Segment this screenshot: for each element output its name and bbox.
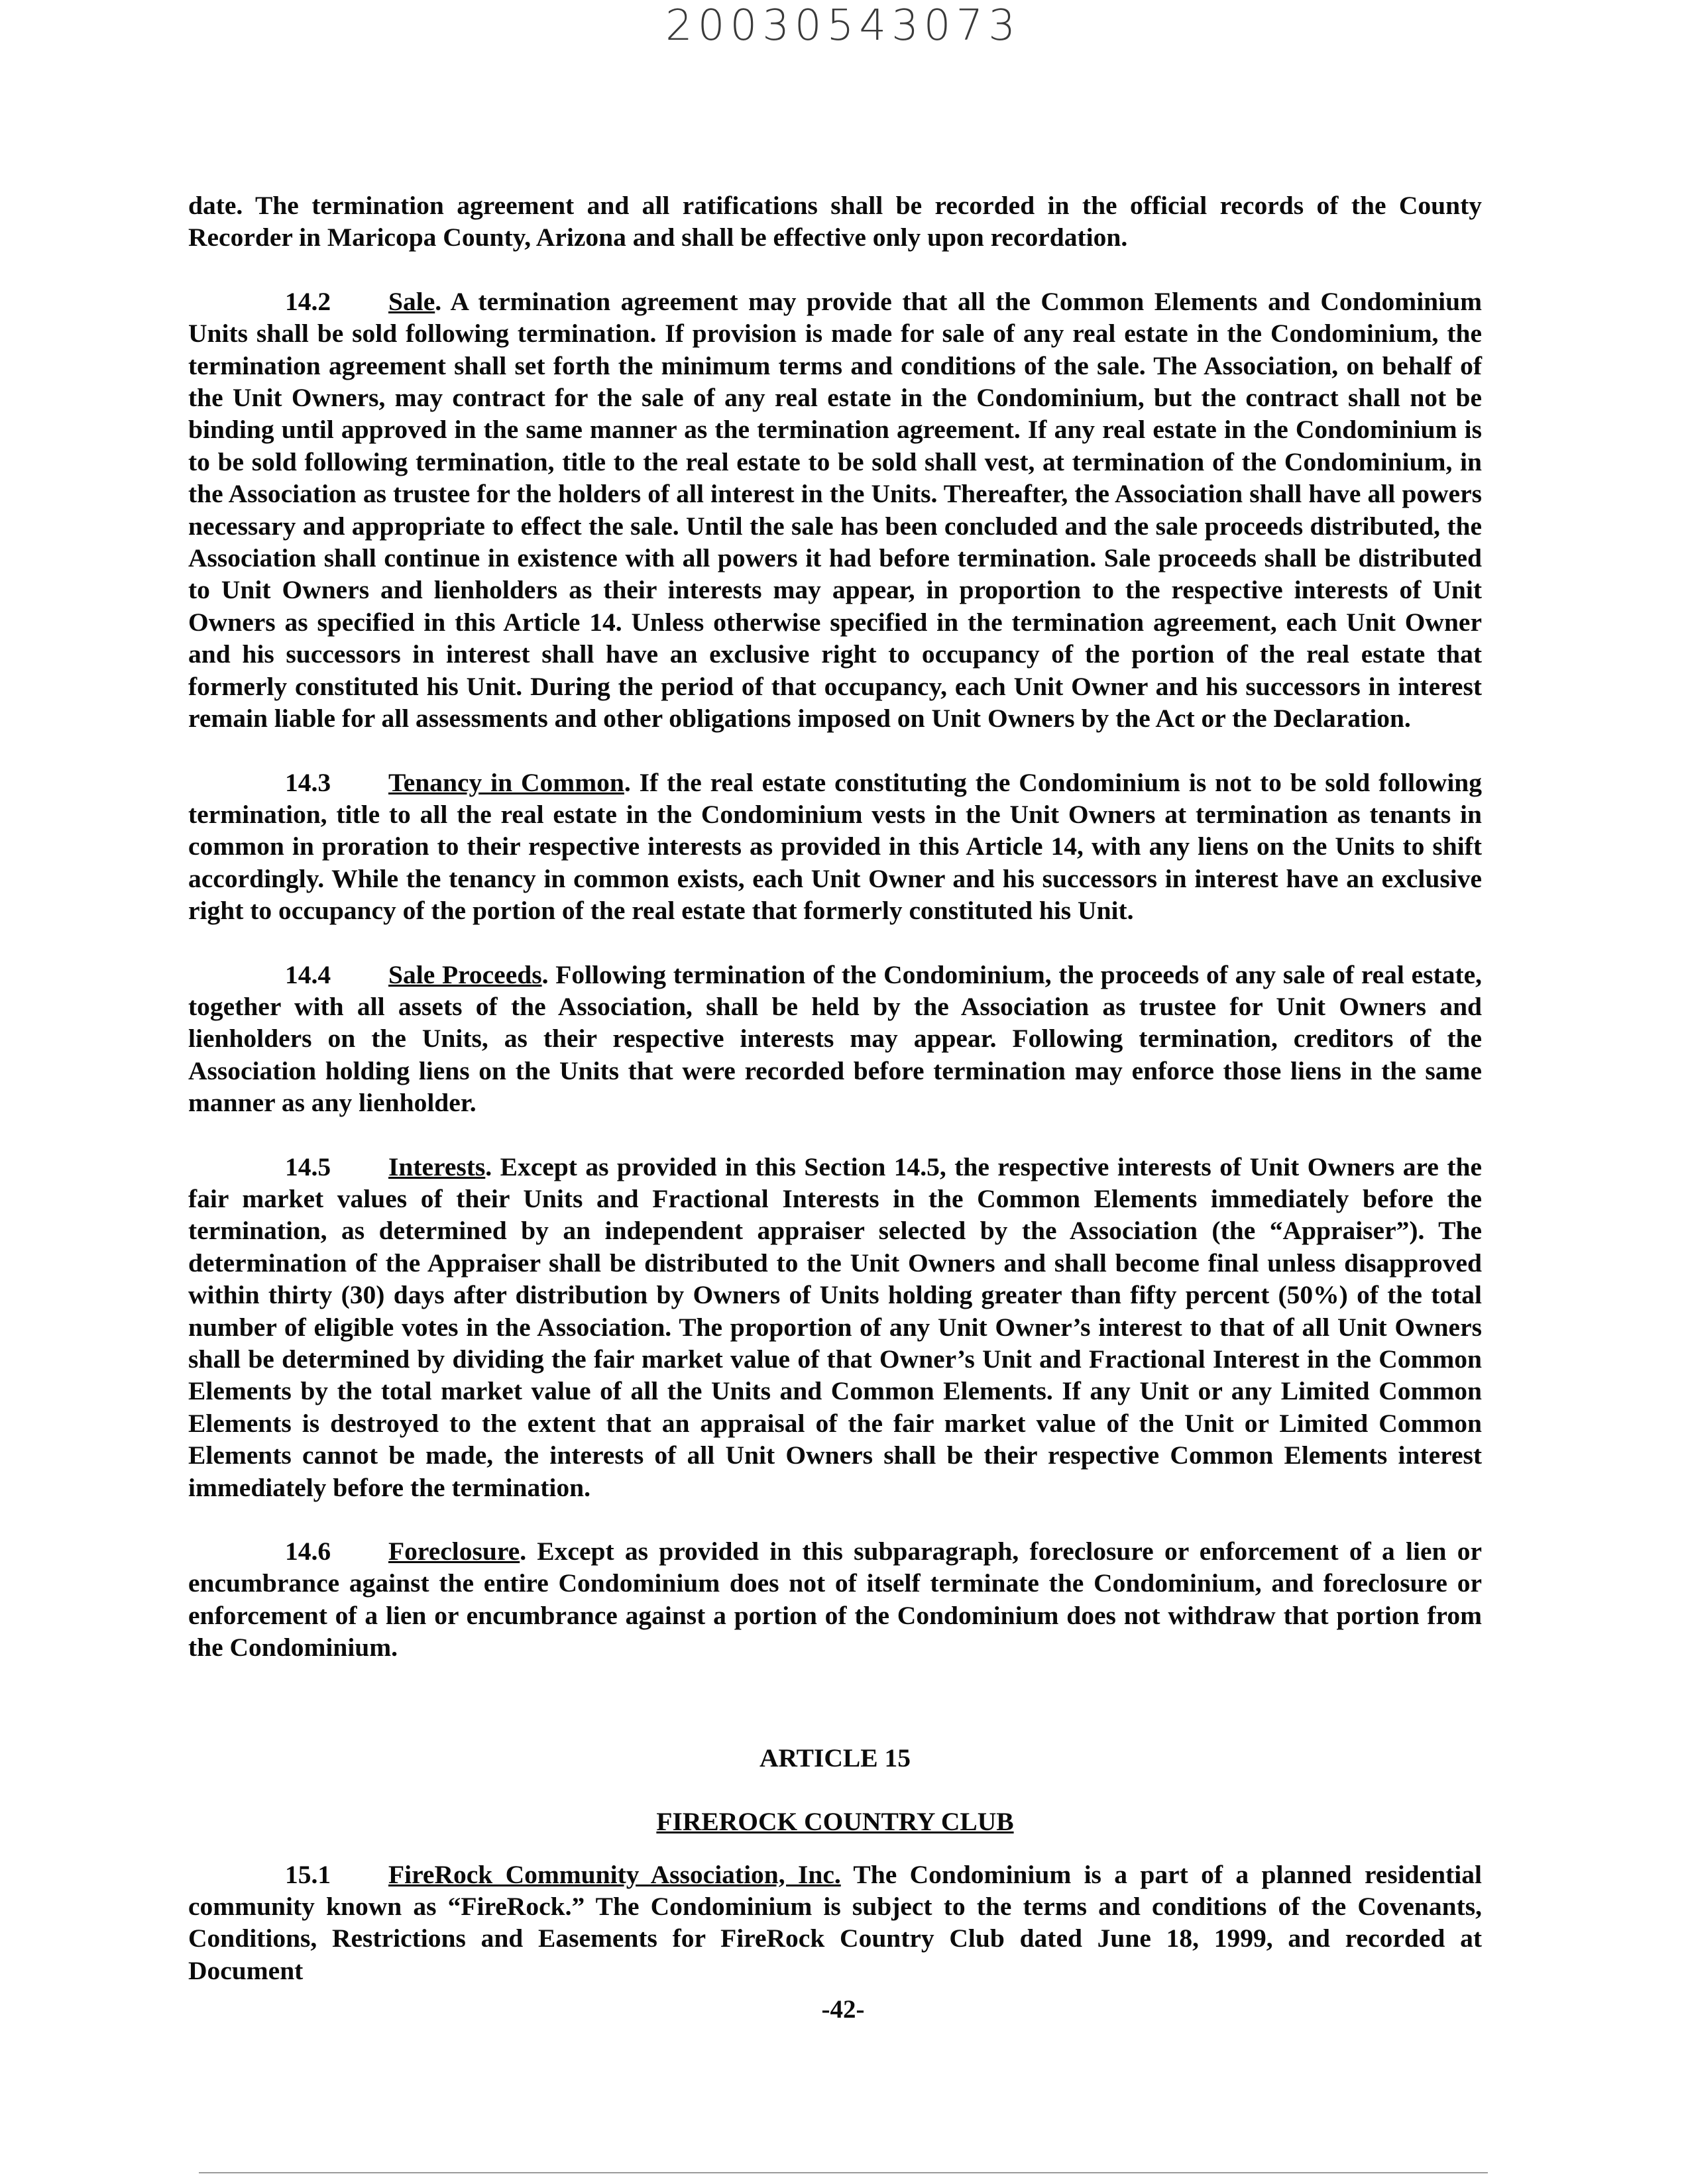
article-label: ARTICLE 15: [759, 1743, 911, 1773]
section-number: 14.2: [285, 286, 331, 316]
section-title: Sale Proceeds: [388, 959, 542, 989]
article-title: [188, 1806, 1482, 1837]
document-body: [188, 190, 1482, 1987]
section-number: 14.3: [285, 767, 331, 797]
section-title: Tenancy in Common: [388, 767, 624, 797]
article-title-text: FIREROCK COUNTRY CLUB: [656, 1806, 1014, 1836]
section-15-1: [188, 1859, 1482, 1987]
section-number: 14.6: [285, 1537, 331, 1566]
section-number: 14.4: [285, 959, 331, 989]
section-body: The Condominium is a part of a planned residential community known as “FireRock.” The Condominium is subject to the terms and conditions of the Covenants, Conditions, Restrictions and Easements for FireRock Country Club dated June 18, 1999, and recorded at Document: [188, 1859, 1482, 1985]
section-body: . Except as provided in this subparagraph, foreclosure or enforcement of a lien or encumbrance against the entire Condominium does not of itself terminate the Condominium, and foreclosure or enforcement of a lien or encumbrance against a portion of the Condominium does not withdraw that portion from the Condominium.: [188, 1537, 1482, 1663]
section-title: Sale: [388, 286, 435, 316]
section-title: Foreclosure: [388, 1537, 520, 1566]
section-body: . Except as provided in this Section 14.5, the respective interests of Unit Owners are the fair market values of their Units and Fractional Interests in the Common Elements immediately before the termination, as determined by an independent appraiser selected by the Association (the “Appraiser”). The determination of the Appraiser shall be distributed to the Unit Owners and shall become final unless disapproved within thirty (30) days after distribution by Owners of Units holding greater than fifty percent (50%) of the total number of eligible votes in the Association. The proportion of any Unit Owner’s interest to that of all Unit Owners shall be determined by dividing the fair market value of that Owner’s Unit and Fractional Interest in the Common Elements by the total market value of all the Units and Common Elements. If any Unit or any Limited Common Elements is destroyed to the extent that an appraisal of the fair market value of the Unit or Limited Common Elements cannot be made, the interests of all Unit Owners shall be their respective Common Elements interest immediately before the termination.: [188, 1152, 1482, 1502]
section-number: 15.1: [285, 1859, 331, 1889]
section-title: FireRock Community Association, Inc.: [388, 1859, 841, 1889]
section-body: . Following termination of the Condominium, the proceeds of any sale of real estate, together with all assets of the Association, shall be held by the Association as trustee for Unit Owners and lienholders on the Units, as their respective interests may appear. Following termination, creditors of the Association holding liens on the Units that were recorded before termination may enforce those liens in the same manner as any lienholder.: [188, 959, 1483, 1118]
section-title: Interests: [388, 1152, 486, 1181]
document-number: 20030543073: [665, 1, 1021, 50]
section-body: . If the real estate constituting the Condominium is not to be sold following termination, title to all the real estate in the Condominium vests in the Unit Owners at termination as tenants in common in proration to their respective interests as provided in this Article 14, with any liens on the Units to shift accordingly. While the tenancy in common exists, each Unit Owner and his successors in interest have an exclusive right to occupancy of the portion of the real estate that formerly constituted his Unit.: [188, 767, 1483, 926]
section-14-4: [188, 959, 1482, 1119]
page-number: -42-: [821, 1995, 865, 2024]
section-body: . A termination agreement may provide that all the Common Elements and Condominium Units shall be sold following termination. If provision is made for sale of any real estate in the Condominium, the termination agreement shall set forth the minimum terms and conditions of the sale. The Association, on behalf of the Unit Owners, may contract for the sale of any real estate in the Condominium, but the contract shall not be binding until approved in the same manner as the termination agreement. If any real estate in the Condominium is to be sold following termination, title to the real estate to be sold shall vest, at termination of the Condominium, in the Association as trustee for the holders of all interest in the Units. Thereafter, the Association shall have all powers necessary and appropriate to effect the sale. Until the sale has been concluded and the sale proceeds distributed, the Association shall continue in existence with all powers it had before termination. Sale proceeds shall be distributed to Unit Owners and lienholders as their interests may appear, in proportion to the respective interests of Unit Owners as specified in this Article 14. Unless otherwise specified in the termination agreement, each Unit Owner and his successors in interest shall have an exclusive right to occupancy of the portion of the real estate that formerly constituted his Unit. During the period of that occupancy, each Unit Owner and his successors in interest remain liable for all assessments and other obligations imposed on Unit Owners by the Act or the Declaration.: [188, 286, 1482, 734]
section-14-2: [188, 286, 1482, 735]
section-14-3: [188, 767, 1482, 927]
intro-paragraph: date. The termination agreement and all ratifications shall be recorded in the official records of the County Recorder in Maricopa County, Arizona and shall be effective only upon recordation.: [188, 191, 1482, 252]
section-14-6: [188, 1535, 1482, 1664]
bottom-rule: [199, 2172, 1488, 2173]
section-14-5: [188, 1151, 1482, 1503]
section-number: 14.5: [285, 1152, 331, 1181]
